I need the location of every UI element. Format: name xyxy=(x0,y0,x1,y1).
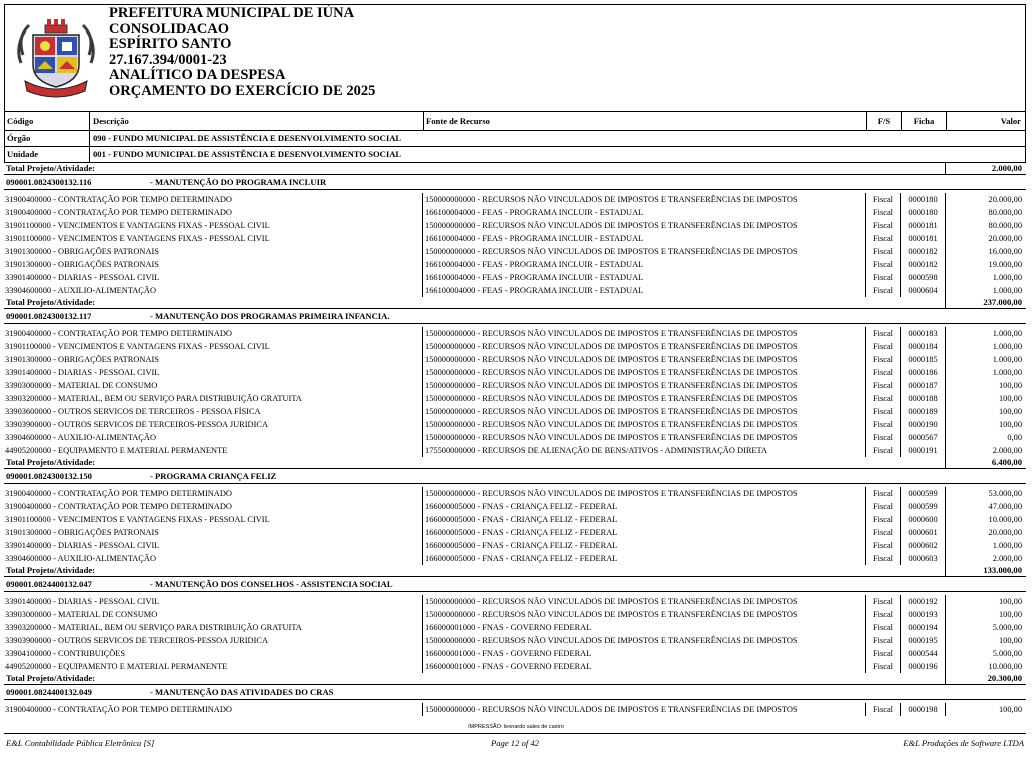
total-label: Total Projeto/Atividade: xyxy=(6,163,96,173)
row-ficha: 0000196 xyxy=(908,662,938,671)
project-code: 090001.0824400132.049 xyxy=(6,687,92,697)
row-ficha: 0000180 xyxy=(908,195,938,204)
total-value: 2.000,00 xyxy=(991,163,1022,173)
row-valor: 2.000,00 xyxy=(992,446,1022,455)
row-ficha: 0000193 xyxy=(908,610,938,619)
header-line-entity: CONSOLIDACAO xyxy=(109,20,230,37)
row-fonte: 175500000000 - RECURSOS DE ALIENAÇÃO DE BENS/ATIVOS - ADMINISTRAÇÃO DIRETA xyxy=(425,446,768,455)
row-description: 31901300000 - OBRIGAÇÕES PATRONAIS xyxy=(5,260,159,269)
column-header-fonte: Fonte de Recurso xyxy=(426,116,490,126)
row-description: 33903600000 - OUTROS SERVICOS DE TERCEIROS - PESSOA FÍSICA xyxy=(5,407,261,416)
row-description: 31901100000 - VENCIMENTOS E VANTAGENS FIXAS - PESSOAL CIVIL xyxy=(5,342,270,351)
column-header-codigo: Código xyxy=(7,116,34,126)
row-valor: 16.000,00 xyxy=(988,247,1022,256)
row-fs: Fiscal xyxy=(872,541,893,550)
project-header-row xyxy=(4,469,1026,484)
table-row xyxy=(4,379,1026,392)
row-fs: Fiscal xyxy=(872,394,893,403)
total-row xyxy=(4,673,1026,685)
table-row xyxy=(4,245,1026,258)
table-row xyxy=(4,539,1026,552)
row-ficha: 0000544 xyxy=(908,649,938,658)
row-valor: 100,00 xyxy=(998,636,1022,645)
table-row xyxy=(4,431,1026,444)
row-ficha: 0000181 xyxy=(908,221,938,230)
row-valor: 100,00 xyxy=(998,705,1022,714)
row-ficha: 0000182 xyxy=(908,260,938,269)
row-fs: Fiscal xyxy=(872,623,893,632)
row-valor: 20.000,00 xyxy=(988,234,1022,243)
row-description: 33901400000 - DIARIAS - PESSOAL CIVIL xyxy=(5,273,160,282)
row-fonte: 166000001000 - FNAS - GOVERNO FEDERAL xyxy=(425,662,592,671)
row-valor: 10.000,00 xyxy=(988,515,1022,524)
table-row xyxy=(4,418,1026,431)
table-row xyxy=(4,219,1026,232)
row-valor: 53.000,00 xyxy=(988,489,1022,498)
row-fonte: 150000000000 - RECURSOS NÃO VINCULADOS DE IMPOSTOS E TRANSFERÊNCIAS DE IMPOSTOS xyxy=(425,407,798,416)
row-description: 31901300000 - OBRIGAÇÕES PATRONAIS xyxy=(5,528,159,537)
row-fs: Fiscal xyxy=(872,381,893,390)
row-valor: 100,00 xyxy=(998,420,1022,429)
table-row xyxy=(4,327,1026,340)
row-fs: Fiscal xyxy=(872,649,893,658)
table-row xyxy=(4,340,1026,353)
row-ficha: 0000183 xyxy=(908,329,938,338)
row-valor: 5.000,00 xyxy=(992,649,1022,658)
column-header-valor: Valor xyxy=(1000,116,1021,126)
row-fonte: 150000000000 - RECURSOS NÃO VINCULADOS DE IMPOSTOS E TRANSFERÊNCIAS DE IMPOSTOS xyxy=(425,420,798,429)
column-header-row xyxy=(4,112,1026,131)
municipal-crest-icon xyxy=(15,17,97,99)
unidade-label: Unidade xyxy=(7,149,39,159)
table-row xyxy=(4,405,1026,418)
row-ficha: 0000184 xyxy=(908,342,938,351)
row-valor: 1.000,00 xyxy=(992,273,1022,282)
row-description: 33901400000 - DIARIAS - PESSOAL CIVIL xyxy=(5,597,160,606)
total-value: 133.000,00 xyxy=(983,565,1022,575)
row-fs: Fiscal xyxy=(872,554,893,563)
orgao-label: Órgão xyxy=(7,133,31,143)
header-line-cnpj: 27.167.394/0001-23 xyxy=(109,51,227,68)
table-row xyxy=(4,647,1026,660)
row-fonte: 166000001000 - FNAS - GOVERNO FEDERAL xyxy=(425,623,592,632)
row-fonte: 150000000000 - RECURSOS NÃO VINCULADOS DE IMPOSTOS E TRANSFERÊNCIAS DE IMPOSTOS xyxy=(425,489,798,498)
header-line-report-type: ANALÍTICO DA DESPESA xyxy=(109,67,286,84)
row-fs: Fiscal xyxy=(872,515,893,524)
table-row xyxy=(4,232,1026,245)
project-header-row xyxy=(4,309,1026,324)
total-label: Total Projeto/Atividade: xyxy=(6,457,96,467)
project-code: 090001.0824300132.116 xyxy=(6,177,92,187)
total-label: Total Projeto/Atividade: xyxy=(6,565,96,575)
row-ficha: 0000195 xyxy=(908,636,938,645)
row-fs: Fiscal xyxy=(872,705,893,714)
row-fonte: 166000005000 - FNAS - CRIANÇA FELIZ - FEDERAL xyxy=(425,515,618,524)
project-name: - PROGRAMA CRIANÇA FELIZ xyxy=(150,471,277,481)
table-row xyxy=(4,634,1026,647)
row-fonte: 150000000000 - RECURSOS NÃO VINCULADOS DE IMPOSTOS E TRANSFERÊNCIAS DE IMPOSTOS xyxy=(425,705,798,714)
row-fonte: 166000005000 - FNAS - CRIANÇA FELIZ - FEDERAL xyxy=(425,502,618,511)
row-valor: 1.000,00 xyxy=(992,342,1022,351)
row-description: 33904100000 - CONTRIBUIÇÕES xyxy=(5,649,126,658)
row-valor: 100,00 xyxy=(998,394,1022,403)
row-valor: 47.000,00 xyxy=(988,502,1022,511)
column-header-descricao: Descrição xyxy=(93,116,129,126)
row-ficha: 0000186 xyxy=(908,368,938,377)
row-fs: Fiscal xyxy=(872,329,893,338)
row-fs: Fiscal xyxy=(872,208,893,217)
report-header xyxy=(4,4,1026,112)
column-header-ficha: Ficha xyxy=(913,116,935,126)
row-fonte: 166100004000 - FEAS - PROGRAMA INCLUIR - ESTADUAL xyxy=(425,208,644,217)
project-code: 090001.0824300132.150 xyxy=(6,471,92,481)
row-ficha: 0000192 xyxy=(908,597,938,606)
table-row xyxy=(4,487,1026,500)
row-fs: Fiscal xyxy=(872,342,893,351)
print-user-line: IMPRESSÃO: leonardo sales de castro xyxy=(468,724,564,730)
table-row xyxy=(4,500,1026,513)
row-fonte: 166000005000 - FNAS - CRIANÇA FELIZ - FEDERAL xyxy=(425,554,618,563)
table-row xyxy=(4,444,1026,457)
row-fonte: 150000000000 - RECURSOS NÃO VINCULADOS DE IMPOSTOS E TRANSFERÊNCIAS DE IMPOSTOS xyxy=(425,610,798,619)
total-value: 20.300,00 xyxy=(987,673,1022,683)
row-description: 33903900000 - OUTROS SERVICOS DE TERCEIROS-PESSOA JURIDICA xyxy=(5,420,269,429)
orgao-row xyxy=(4,131,1026,147)
row-valor: 1.000,00 xyxy=(992,368,1022,377)
total-row xyxy=(4,297,1026,309)
orgao-value: 090 - FUNDO MUNICIPAL DE ASSISTÊNCIA E DESENVOLVIMENTO SOCIAL xyxy=(93,133,402,143)
row-fonte: 166000005000 - FNAS - CRIANÇA FELIZ - FEDERAL xyxy=(425,541,618,550)
projects-container xyxy=(4,175,1026,716)
unidade-value: 001 - FUNDO MUNICIPAL DE ASSISTÊNCIA E DESENVOLVIMENTO SOCIAL xyxy=(93,149,402,159)
row-fs: Fiscal xyxy=(872,662,893,671)
project-code: 090001.0824400132.047 xyxy=(6,579,92,589)
row-fs: Fiscal xyxy=(872,528,893,537)
row-fs: Fiscal xyxy=(872,597,893,606)
row-valor: 1.000,00 xyxy=(992,329,1022,338)
row-fonte: 150000000000 - RECURSOS NÃO VINCULADOS DE IMPOSTOS E TRANSFERÊNCIAS DE IMPOSTOS xyxy=(425,221,798,230)
table-row xyxy=(4,595,1026,608)
table-row xyxy=(4,513,1026,526)
row-description: 33904600000 - AUXILIO-ALIMENTAÇÃO xyxy=(5,286,156,295)
row-fs: Fiscal xyxy=(872,433,893,442)
row-fs: Fiscal xyxy=(872,234,893,243)
row-fs: Fiscal xyxy=(872,195,893,204)
table-row xyxy=(4,526,1026,539)
row-description: 33903200000 - MATERIAL, BEM OU SERVIÇO PARA DISTRIBUIÇÃO GRATUITA xyxy=(5,394,302,403)
footer-left-text: E&L Contabilidade Pública Eletrônica [S] xyxy=(6,738,155,748)
project-name: - MANUTENÇÃO DAS ATIVIDADES DO CRAS xyxy=(150,687,334,697)
row-fs: Fiscal xyxy=(872,273,893,282)
row-fs: Fiscal xyxy=(872,502,893,511)
total-row xyxy=(4,565,1026,577)
row-fonte: 166100004000 - FEAS - PROGRAMA INCLUIR - ESTADUAL xyxy=(425,234,644,243)
row-fs: Fiscal xyxy=(872,247,893,256)
row-valor: 100,00 xyxy=(998,381,1022,390)
table-row xyxy=(4,258,1026,271)
row-description: 31901100000 - VENCIMENTOS E VANTAGENS FIXAS - PESSOAL CIVIL xyxy=(5,515,270,524)
project-header-row xyxy=(4,685,1026,700)
row-fonte: 166100004000 - FEAS - PROGRAMA INCLUIR - ESTADUAL xyxy=(425,260,644,269)
row-valor: 0,00 xyxy=(1007,433,1022,442)
row-description: 33901400000 - DIARIAS - PESSOAL CIVIL xyxy=(5,368,160,377)
row-valor: 100,00 xyxy=(998,407,1022,416)
row-description: 31900400000 - CONTRATAÇÃO POR TEMPO DETERMINADO xyxy=(5,208,232,217)
row-fonte: 150000000000 - RECURSOS NÃO VINCULADOS DE IMPOSTOS E TRANSFERÊNCIAS DE IMPOSTOS xyxy=(425,247,798,256)
row-valor: 100,00 xyxy=(998,597,1022,606)
row-description: 33903200000 - MATERIAL, BEM OU SERVIÇO PARA DISTRIBUIÇÃO GRATUITA xyxy=(5,623,302,632)
row-ficha: 0000198 xyxy=(908,705,938,714)
page-number: Page 12 of 42 xyxy=(491,738,539,748)
table-row xyxy=(4,193,1026,206)
row-description: 31900400000 - CONTRATAÇÃO POR TEMPO DETERMINADO xyxy=(5,195,232,204)
table-row xyxy=(4,366,1026,379)
project-header-row xyxy=(4,577,1026,592)
row-fonte: 150000000000 - RECURSOS NÃO VINCULADOS DE IMPOSTOS E TRANSFERÊNCIAS DE IMPOSTOS xyxy=(425,636,798,645)
table-row xyxy=(4,353,1026,366)
expense-report-table xyxy=(4,112,1026,716)
row-fonte: 150000000000 - RECURSOS NÃO VINCULADOS DE IMPOSTOS E TRANSFERÊNCIAS DE IMPOSTOS xyxy=(425,433,798,442)
row-fonte: 150000000000 - RECURSOS NÃO VINCULADOS DE IMPOSTOS E TRANSFERÊNCIAS DE IMPOSTOS xyxy=(425,355,798,364)
row-description: 33903000000 - MATERIAL DE CONSUMO xyxy=(5,610,158,619)
table-row xyxy=(4,284,1026,297)
row-ficha: 0000567 xyxy=(908,433,938,442)
row-fonte: 150000000000 - RECURSOS NÃO VINCULADOS DE IMPOSTOS E TRANSFERÊNCIAS DE IMPOSTOS xyxy=(425,381,798,390)
footer-right-text: E&L Produções de Software LTDA xyxy=(903,738,1024,748)
row-ficha: 0000181 xyxy=(908,234,938,243)
table-row xyxy=(4,703,1026,716)
row-fonte: 150000000000 - RECURSOS NÃO VINCULADOS DE IMPOSTOS E TRANSFERÊNCIAS DE IMPOSTOS xyxy=(425,394,798,403)
project-name: - MANUTENÇÃO DOS PROGRAMAS PRIMEIRA INFANCIA. xyxy=(150,311,390,321)
table-row xyxy=(4,660,1026,673)
table-row xyxy=(4,206,1026,219)
row-valor: 80.000,00 xyxy=(988,208,1022,217)
row-fs: Fiscal xyxy=(872,368,893,377)
row-valor: 100,00 xyxy=(998,610,1022,619)
project-header-row xyxy=(4,175,1026,190)
row-ficha: 0000185 xyxy=(908,355,938,364)
row-fonte: 150000000000 - RECURSOS NÃO VINCULADOS DE IMPOSTOS E TRANSFERÊNCIAS DE IMPOSTOS xyxy=(425,597,798,606)
total-label: Total Projeto/Atividade: xyxy=(6,673,96,683)
row-fs: Fiscal xyxy=(872,407,893,416)
total-row xyxy=(4,163,1026,175)
row-ficha: 0000602 xyxy=(908,541,938,550)
row-valor: 5.000,00 xyxy=(992,623,1022,632)
row-valor: 19.000,00 xyxy=(988,260,1022,269)
row-description: 33903900000 - OUTROS SERVICOS DE TERCEIROS-PESSOA JURIDICA xyxy=(5,636,269,645)
table-row xyxy=(4,271,1026,284)
row-ficha: 0000189 xyxy=(908,407,938,416)
row-description: 33904600000 - AUXILIO-ALIMENTAÇÃO xyxy=(5,433,156,442)
row-fonte: 150000000000 - RECURSOS NÃO VINCULADOS DE IMPOSTOS E TRANSFERÊNCIAS DE IMPOSTOS xyxy=(425,195,798,204)
row-valor: 20.000,00 xyxy=(988,528,1022,537)
row-ficha: 0000601 xyxy=(908,528,938,537)
row-description: 31901300000 - OBRIGAÇÕES PATRONAIS xyxy=(5,247,159,256)
column-header-fs: F/S xyxy=(877,116,891,126)
row-fonte: 166100004000 - FEAS - PROGRAMA INCLUIR - ESTADUAL xyxy=(425,286,644,295)
row-ficha: 0000190 xyxy=(908,420,938,429)
row-ficha: 0000180 xyxy=(908,208,938,217)
row-ficha: 0000191 xyxy=(908,446,938,455)
row-fs: Fiscal xyxy=(872,446,893,455)
row-fs: Fiscal xyxy=(872,420,893,429)
header-line-municipality: PREFEITURA MUNICIPAL DE IÚNA xyxy=(109,5,355,21)
row-description: 31900400000 - CONTRATAÇÃO POR TEMPO DETERMINADO xyxy=(5,329,232,338)
row-ficha: 0000604 xyxy=(908,286,938,295)
unidade-row xyxy=(4,147,1026,163)
project-code: 090001.0824300132.117 xyxy=(6,311,92,321)
row-ficha: 0000182 xyxy=(908,247,938,256)
row-ficha: 0000603 xyxy=(908,554,938,563)
row-description: 44905200000 - EQUIPAMENTO E MATERIAL PERMANENTE xyxy=(5,446,228,455)
row-fonte: 150000000000 - RECURSOS NÃO VINCULADOS DE IMPOSTOS E TRANSFERÊNCIAS DE IMPOSTOS xyxy=(425,329,798,338)
row-description: 31901100000 - VENCIMENTOS E VANTAGENS FIXAS - PESSOAL CIVIL xyxy=(5,221,270,230)
row-description: 31900400000 - CONTRATAÇÃO POR TEMPO DETERMINADO xyxy=(5,502,232,511)
row-fs: Fiscal xyxy=(872,260,893,269)
row-fonte: 166100004000 - FEAS - PROGRAMA INCLUIR - ESTADUAL xyxy=(425,273,644,282)
row-description: 31900400000 - CONTRATAÇÃO POR TEMPO DETERMINADO xyxy=(5,489,232,498)
row-fonte: 166000001000 - FNAS - GOVERNO FEDERAL xyxy=(425,649,592,658)
table-row xyxy=(4,608,1026,621)
row-valor: 20.000,00 xyxy=(988,195,1022,204)
row-fs: Fiscal xyxy=(872,221,893,230)
row-fs: Fiscal xyxy=(872,286,893,295)
header-line-state: ESPÍRITO SANTO xyxy=(109,36,232,53)
row-valor: 1.000,00 xyxy=(992,355,1022,364)
row-ficha: 0000598 xyxy=(908,273,938,282)
row-description: 31901300000 - OBRIGAÇÕES PATRONAIS xyxy=(5,355,159,364)
header-title-block xyxy=(109,6,375,100)
row-ficha: 0000599 xyxy=(908,502,938,511)
project-name: - MANUTENÇÃO DOS CONSELHOS - ASSISTENCIA SOCIAL xyxy=(150,579,393,589)
table-row xyxy=(4,621,1026,634)
row-description: 33904600000 - AUXILIO-ALIMENTAÇÃO xyxy=(5,554,156,563)
row-ficha: 0000600 xyxy=(908,515,938,524)
total-value: 237.000,00 xyxy=(983,297,1022,307)
row-valor: 2.000,00 xyxy=(992,554,1022,563)
total-row xyxy=(4,457,1026,469)
table-row xyxy=(4,392,1026,405)
row-description: 31900400000 - CONTRATAÇÃO POR TEMPO DETERMINADO xyxy=(5,705,232,714)
row-ficha: 0000599 xyxy=(908,489,938,498)
row-valor: 1.000,00 xyxy=(992,541,1022,550)
row-ficha: 0000187 xyxy=(908,381,938,390)
row-fonte: 166000005000 - FNAS - CRIANÇA FELIZ - FEDERAL xyxy=(425,528,618,537)
row-fs: Fiscal xyxy=(872,636,893,645)
row-description: 31901100000 - VENCIMENTOS E VANTAGENS FIXAS - PESSOAL CIVIL xyxy=(5,234,270,243)
row-valor: 1.000,00 xyxy=(992,286,1022,295)
row-fs: Fiscal xyxy=(872,355,893,364)
row-description: 44905200000 - EQUIPAMENTO E MATERIAL PERMANENTE xyxy=(5,662,228,671)
row-fonte: 150000000000 - RECURSOS NÃO VINCULADOS DE IMPOSTOS E TRANSFERÊNCIAS DE IMPOSTOS xyxy=(425,342,798,351)
row-fs: Fiscal xyxy=(872,489,893,498)
row-ficha: 0000188 xyxy=(908,394,938,403)
total-value: 6.400,00 xyxy=(991,457,1022,467)
page-footer xyxy=(4,733,1026,752)
header-line-budget-year: ORÇAMENTO DO EXERCÍCIO DE 2025 xyxy=(109,82,376,99)
row-fs: Fiscal xyxy=(872,610,893,619)
row-ficha: 0000194 xyxy=(908,623,938,632)
row-description: 33903000000 - MATERIAL DE CONSUMO xyxy=(5,381,158,390)
row-fonte: 150000000000 - RECURSOS NÃO VINCULADOS DE IMPOSTOS E TRANSFERÊNCIAS DE IMPOSTOS xyxy=(425,368,798,377)
project-name: - MANUTENÇÃO DO PROGRAMA INCLUIR xyxy=(150,177,327,187)
row-description: 33901400000 - DIARIAS - PESSOAL CIVIL xyxy=(5,541,160,550)
row-valor: 80.000,00 xyxy=(988,221,1022,230)
total-label: Total Projeto/Atividade: xyxy=(6,297,96,307)
table-row xyxy=(4,552,1026,565)
row-valor: 10.000,00 xyxy=(988,662,1022,671)
